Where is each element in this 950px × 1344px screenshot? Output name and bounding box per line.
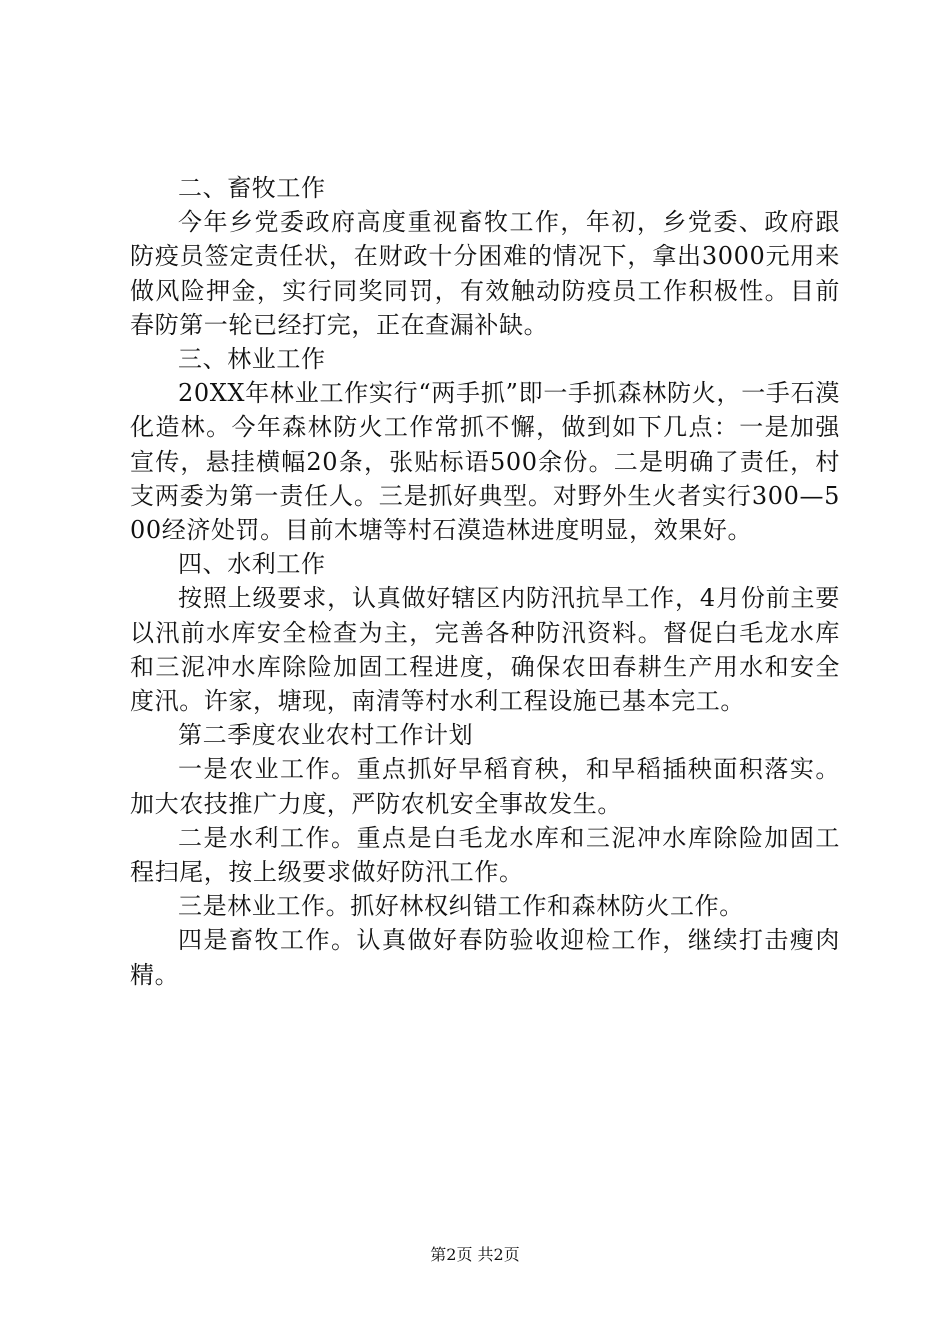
section-animal-husbandry	[130, 171, 840, 342]
section-heading: 第二季度农业农村工作计划	[178, 721, 474, 750]
section-paragraph: 今年乡党委政府高度重视畜牧工作，年初，乡党委、政府跟防疫员签定责任状，在财政十分困难的情况下，拿出3000元用来做风险押金，实行同奖同罚，有效触动防疫员工作积极性。目前春防第一轮已经打完，正在查漏补缺。	[130, 208, 840, 339]
page-number-footer: 第2页 共2页	[430, 1245, 520, 1264]
plan-item-water: 二是水利工作。重点是白毛龙水库和三泥冲水库除险加固工程扫尾，按上级要求做好防汛工作。	[130, 823, 840, 887]
plan-item-agriculture: 一是农业工作。重点抓好早稻育秧，和早稻插秧面积落实。加大农技推广力度，严防农机安全事故发生。	[130, 755, 840, 818]
plan-item-forestry: 三是林业工作。抓好林权纠错工作和森林防火工作。	[178, 892, 744, 921]
section-heading: 四、水利工作	[178, 550, 326, 579]
section-q2-plan	[130, 718, 840, 992]
plan-item-animal-husbandry: 四是畜牧工作。认真做好春防验收迎检工作，继续打击瘦肉精。	[130, 926, 840, 989]
section-forestry	[130, 342, 840, 547]
section-heading: 二、畜牧工作	[178, 174, 326, 202]
section-paragraph: 按照上级要求，认真做好辖区内防汛抗旱工作，4月份前主要以汛前水库安全检查为主，完善各种防汛资料。督促白毛龙水库和三泥冲水库除险加固工程进度，确保农田春耕生产用水和安全度汛。许家，塘现，南清等村水利工程设施已基本完工。	[130, 584, 840, 716]
section-paragraph: 20XX年林业工作实行“两手抓”即一手抓森林防火，一手石漠化造林。今年森林防火工作常抓不懈，做到如下几点：一是加强宣传，悬挂横幅20条，张贴标语500余份。二是明确了责任，村支两委为第一责任人。三是抓好典型。对野外生火者实行300—500经济处罚。目前木塘等村石漠造林进度明显，效果好。	[130, 379, 840, 545]
section-heading: 三、林业工作	[178, 345, 326, 374]
document-body	[130, 171, 840, 992]
section-water-conservancy	[130, 547, 840, 718]
